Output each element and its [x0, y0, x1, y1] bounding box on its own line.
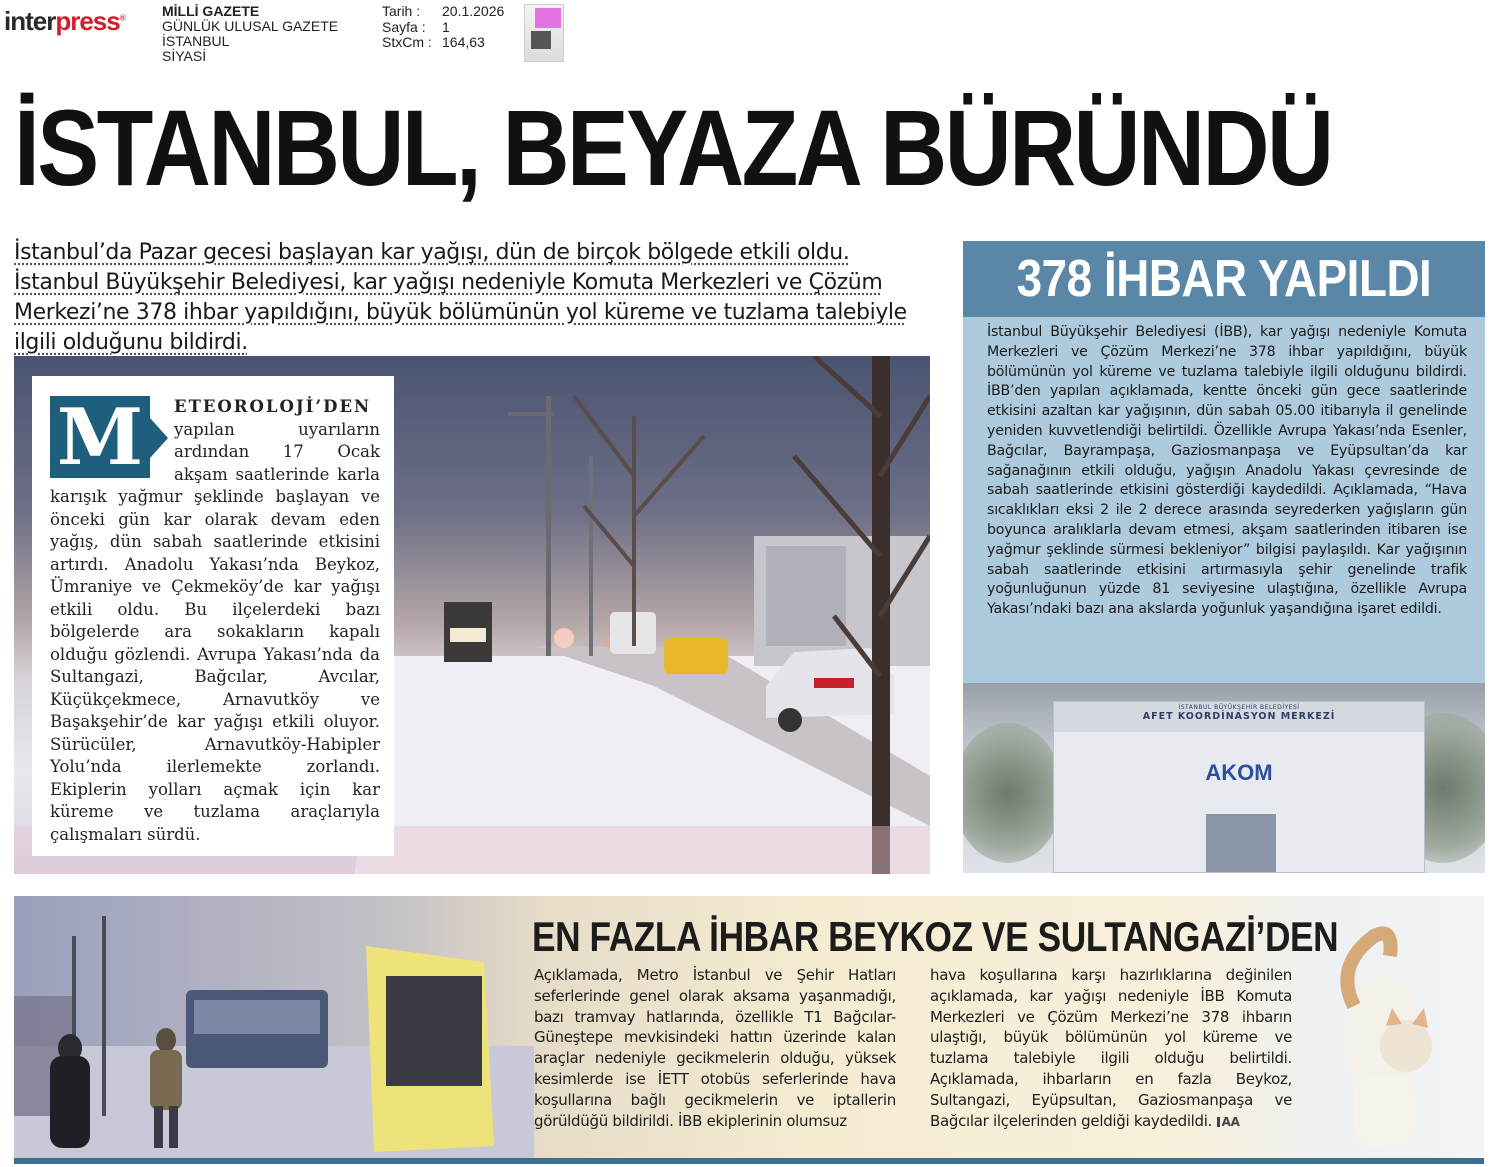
bottom-column-2 [930, 965, 1292, 1132]
publication-type: GÜNLÜK ULUSAL GAZETE [162, 18, 339, 34]
bottom-section-title: EN FAZLA İHBAR BEYKOZ VE SULTANGAZİ’DEN [532, 913, 1339, 960]
interpress-logo: interpress® [4, 6, 125, 36]
article-body [50, 392, 380, 846]
lead-paragraph [14, 238, 932, 358]
akom-building [1053, 701, 1425, 873]
agency-credit [1217, 1115, 1240, 1129]
clipping-header [0, 0, 1505, 70]
building-sign [1054, 704, 1424, 722]
body-text: yapılan uyarıların ardından 17 Ocak akşam saatlerinde karla karışık yağmur şeklinde başlayan ve önceki gün kar olarak devam eden yağış, dün sabah saatlerinde etkisini artırdı. Anadolu Yakası’nda Beykoz, Ümraniye ve Çekmeköy’de kar yağışı etkili oldu. Bu ilçelerdeki bazı bölgelerde ara sokakların kapalı olduğu gözlendi. Avrupa Yakası’nda da Sultangazi, Bağcılar, Avcılar, Küçükçekmece, Arnavutköy ve Başakşehir’de kar yağışı etkili oluyor. Sürücüler, Arnavutköy-Habipler Yolu’nda ilerlemekte zorlandı. Ekiplerin yolları açmak için kar küreme ve tuzlama araçlarıyla çalışmaları sürdü. [50, 419, 380, 844]
bottom-rule [14, 1158, 1484, 1164]
publication-city: İSTANBUL [162, 33, 230, 49]
drop-cap [50, 392, 168, 483]
sidebar-header [963, 241, 1485, 317]
clipping-meta [382, 4, 504, 51]
akom-logo: AKOM [1205, 760, 1273, 785]
page-thumbnail [524, 4, 564, 62]
size-value: 164,63 [442, 34, 485, 50]
agency-name: AA [1221, 1114, 1240, 1129]
publication-info [162, 4, 338, 64]
akom-building-photo [963, 683, 1485, 873]
bottom-column-2-text: hava koşullarına karşı hazırlıklarına değinilen açıklamada, kar yağışı nedeniyle İBB Komuta Merkezleri ve Çözüm Merkezi’ne 378 ihbarın ulaştığı, büyük bölümünün yol küreme ve tuzlama talebiyle ilgili olduğu belirtildi. Açıklamada, ihbarların en fazla Beykoz, Sultangazi, Eyüpsultan, Gaziosmanpaşa ve Bağcılar ilçelerinden geldiği kaydedildi. [930, 966, 1292, 1130]
date-value: 20.1.2026 [442, 3, 505, 19]
building-sign-small: İSTANBUL BÜYÜKŞEHİR BELEDİYESİ [1178, 704, 1300, 711]
article-body-box [32, 376, 394, 856]
publication-name: MİLLİ GAZETE [162, 3, 260, 19]
drop-cap-letter: M [56, 392, 144, 483]
building-sign-main: AFET KOORDİNASYON MERKEZİ [1142, 711, 1336, 722]
lead-text: İstanbul’da Pazar gecesi başlayan kar yağışı, dün de birçok bölgede etkili oldu. İstanbul Büyükşehir Belediyesi, kar yağışı nedeniyle Komuta Merkezleri ve Çözüm Merkezi’ne 378 ihbar yapıldığını, büyük bölümünün yol küreme ve tuzlama talebiyle ilgili olduğunu bildirdi. [14, 240, 907, 355]
bottom-column-1: Açıklamada, Metro İstanbul ve Şehir Hatları seferlerinde genel olarak aksama yaşanmadığı, bazı tramvay hatlarında, özellikle T1 Bağcılar-Güneştepe mevkisindeki hattın üzerinde kalan araçlar nedeniyle gecikmelerin olduğu, yüksek kesimlerde ise İETT otobüs seferlerinde hava koşullarına bağlı gecikmelerin ve iptallerin görüldüğü bildirildi. İBB ekiplerinin olumsuz [534, 966, 896, 1130]
headline: İSTANBUL, BEYAZA BÜRÜNDÜ [14, 87, 1332, 208]
page-value: 1 [442, 18, 450, 35]
sidebar-body: İstanbul Büyükşehir Belediyesi (İBB), kar yağışı nedeniyle Komuta Merkezleri ve Çözüm Merkezi’ne 378 ihbar yapıldığını, büyük bölümünün yol küreme ve tuzlama talebiyle ilgili olduğunu bildirdi. İBB’den yapılan açıklamada, kentte önceki gün gece saatlerinde etkisini azaltan kar yağışının, dün sabah 05.00 itibarıyla il genelinde yeniden kuvvetlendiği belirtildi. Özellikle Avrupa Yakası’nda Esenler, Bağcılar, Bayrampaşa, Gaziosmanpaşa ve Eyüpsultan’da kar sağanağının etkili olduğu, yağışın Anadolu Yakası çevresinde de sabah saatlerinde etkisini gösterdiği kaydedildi. Açıklamada, “Hava sıcaklıkları eksi 2 ile 2 derece arasında seyrederken yağışların gün boyunca aralıklarla devam etmesi, akşam saatlerinden itibaren ise yağmur şeklinde sürmesi bekleniyor” bilgisi paylaşıldı. Kar yağışının sabah saatlerinde etkisini artırmasıyla şehir genelinde trafik yoğunluğunun yüzde 81 seviyesine ulaştığına, özellikle Avrupa Yakası’ndaki bazı ana akslarda yoğunluk yaşandığına işaret edildi. [987, 324, 1467, 618]
sidebar-box [963, 241, 1485, 873]
sidebar-title: 378 İHBAR YAPILDI [1016, 250, 1432, 308]
page-label: Sayfa : [382, 18, 426, 35]
publication-section: SİYASİ [162, 48, 207, 64]
size-label: StxCm : [382, 34, 432, 50]
date-label: Tarih : [382, 3, 421, 19]
body-lead-caps: ETEOROLOJİ’DEN [174, 397, 372, 416]
